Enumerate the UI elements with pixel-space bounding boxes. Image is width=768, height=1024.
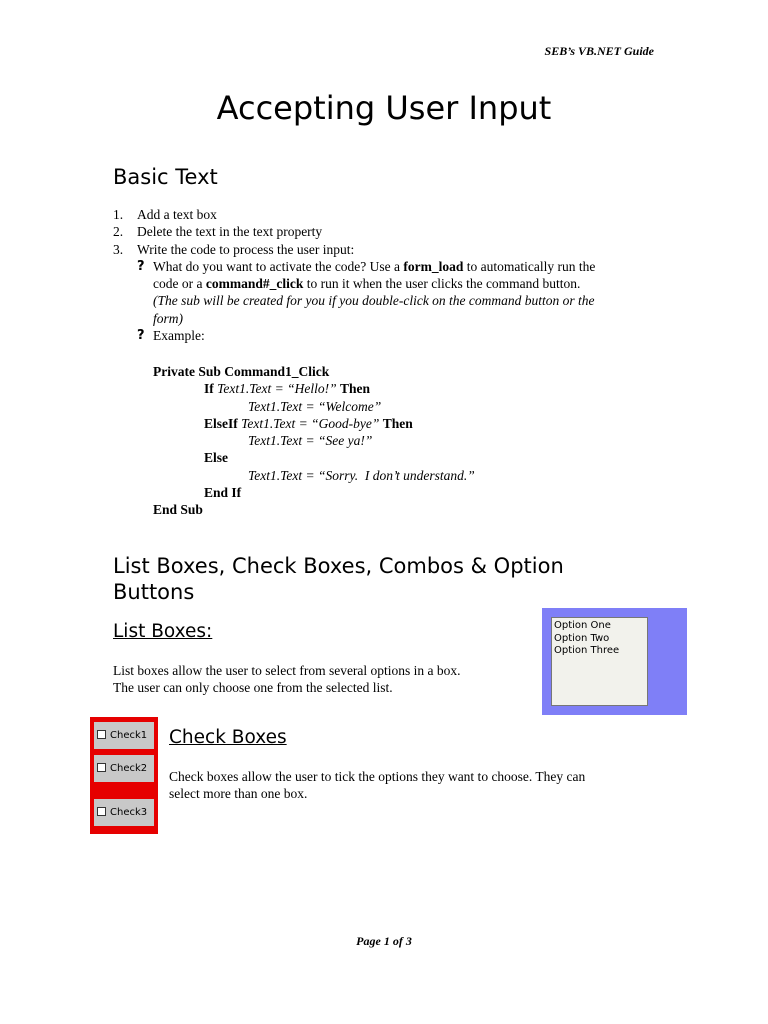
- bullet-text: to run it when the user clicks the command button.: [303, 276, 581, 292]
- form-load-term: form_load: [403, 258, 464, 274]
- checkbox-label: Check2: [110, 763, 148, 774]
- bullet-example: [137, 327, 673, 344]
- bullet-text: What do you want to activate the code? Use a: [153, 258, 404, 274]
- checkbox-label: Check1: [110, 730, 148, 741]
- code-line: [153, 415, 475, 432]
- paragraph-line: The user can only choose one from the selected list.: [113, 680, 393, 696]
- bullet-text: Example:: [153, 328, 205, 344]
- code-keyword: If: [204, 381, 218, 397]
- steps-list: [113, 206, 673, 258]
- list-boxes-heading: List Boxes:: [113, 621, 213, 642]
- list-number: 1.: [113, 207, 124, 222]
- code-line: Text1.Text = “Sorry. I don’t understand.”: [248, 467, 475, 483]
- check-boxes-heading: Check Boxes: [169, 727, 287, 748]
- code-keyword: Then: [340, 381, 371, 397]
- list-item-text: Write the code to process the user input:: [137, 241, 355, 257]
- list-item-text: Delete the text in the text property: [137, 224, 323, 240]
- list-boxes-description: [113, 662, 533, 697]
- running-header: SEB’s VB.NET Guide: [544, 44, 654, 58]
- basic-text-body: [113, 206, 673, 344]
- list-item: [113, 223, 673, 240]
- list-item: [113, 241, 673, 258]
- listbox-control[interactable]: [551, 617, 648, 706]
- list-number: 3.: [113, 241, 124, 257]
- bullet-note: form): [153, 310, 183, 326]
- list-number: 2.: [113, 224, 124, 240]
- code-line: Else: [204, 450, 229, 466]
- code-expression: Text1.Text = “Hello!”: [217, 381, 340, 397]
- code-keyword: Then: [382, 415, 413, 431]
- bullet-text: code or a: [153, 276, 206, 292]
- checkbox-square-icon[interactable]: [97, 807, 106, 816]
- code-line: [153, 380, 475, 397]
- listbox-screenshot: [542, 608, 687, 715]
- paragraph-line: select more than one box.: [169, 786, 308, 802]
- check-boxes-description: [169, 768, 669, 803]
- bullet-text: to automatically run the: [463, 258, 596, 274]
- code-keyword: ElseIf: [204, 415, 242, 431]
- listbox-option[interactable]: Option Two: [554, 632, 610, 644]
- listbox-option[interactable]: Option Three: [554, 645, 620, 656]
- basic-text-heading: Basic Text: [113, 165, 218, 189]
- list-item-text: Add a text box: [137, 207, 217, 222]
- list-item: [113, 206, 673, 223]
- checkbox-label: Check3: [110, 807, 148, 818]
- checkbox-square-icon[interactable]: [97, 763, 106, 772]
- code-line: Text1.Text = “See ya!”: [248, 433, 373, 449]
- heading-line: List Boxes, Check Boxes, Combos & Option: [113, 554, 564, 578]
- command-click-term: command#_click: [205, 276, 304, 292]
- controls-heading: [113, 553, 653, 605]
- paragraph-line: List boxes allow the user to select from several options in a box.: [113, 663, 461, 678]
- page-footer: Page 1 of 3: [356, 934, 412, 948]
- code-line: Text1.Text = “Welcome”: [248, 398, 382, 414]
- checkbox-square-icon[interactable]: [97, 730, 106, 739]
- code-expression: Text1.Text = “Good-bye”: [241, 415, 383, 431]
- code-line: Private Sub Command1_Click: [153, 364, 330, 379]
- code-example: [153, 363, 475, 519]
- code-line: End Sub: [153, 502, 203, 518]
- bullet-note: (The sub will be created for you if you double-click on the command button or the: [153, 293, 595, 309]
- checkbox-check2[interactable]: [94, 755, 154, 782]
- heading-line: Buttons: [113, 580, 195, 604]
- paragraph-line: Check boxes allow the user to tick the options they want to choose. They can: [169, 769, 586, 784]
- bullet-activate-code: [137, 258, 673, 327]
- question-bullet-icon: ?: [137, 258, 145, 274]
- checkbox-check3[interactable]: [94, 799, 154, 826]
- code-line: End If: [204, 485, 242, 501]
- question-bullet-icon: ?: [137, 328, 145, 344]
- checkbox-check1[interactable]: [94, 722, 154, 749]
- listbox-option[interactable]: Option One: [554, 620, 611, 631]
- checkbox-screenshot: [90, 717, 158, 834]
- page-title: Accepting User Input: [216, 89, 552, 127]
